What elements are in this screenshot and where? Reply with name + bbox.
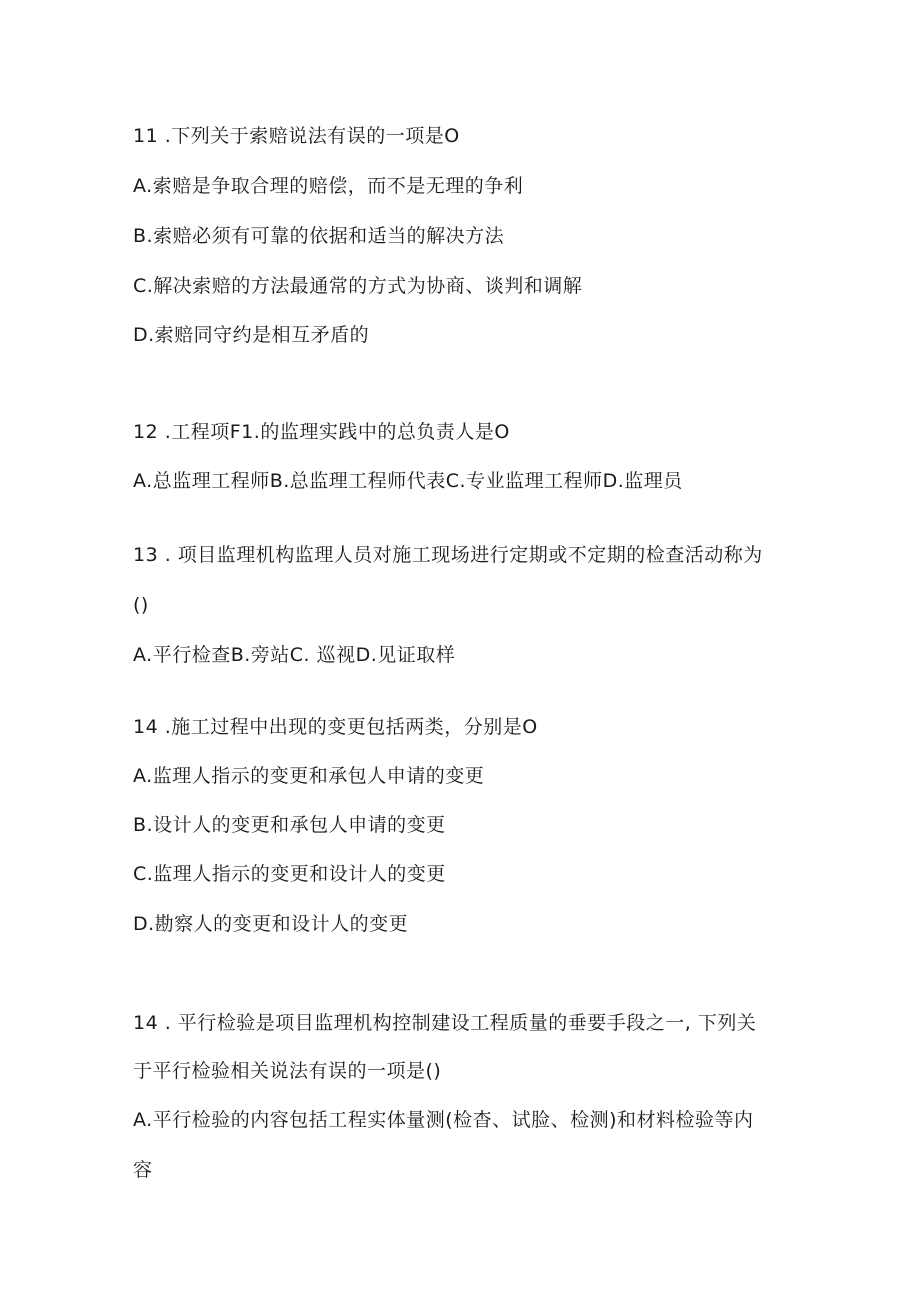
question-13-options: A.平行检查B.旁站C. 巡视D.见证取样 bbox=[133, 644, 456, 666]
question-11-option-c: C.解决索赔的方法最通常的方式为协商、谈判和调解 bbox=[133, 275, 583, 297]
question-12-stem: 12 .工程项F1.的监理实践中的总负责人是O bbox=[133, 421, 510, 443]
question-14-option-a: A.监理人指示的变更和承包人申请的变更 bbox=[133, 765, 485, 787]
question-11-stem: 11 .下列关于索赔说法有误的一项是O bbox=[133, 125, 460, 147]
question-13-stem-continued: () bbox=[133, 594, 149, 616]
question-14-option-d: D.勘察人的变更和设计人的变更 bbox=[133, 913, 409, 935]
question-14-stem: 14 .施工过程中出现的变更包括两类，分别是O bbox=[133, 716, 538, 738]
question-11-option-d: D.索赔同守约是相互矛盾的 bbox=[133, 324, 370, 346]
question-14b-stem-continued: 于平行检验相关说法有误的一项是() bbox=[133, 1060, 442, 1082]
question-11-option-a: A.索赔是争取合理的赔偿，而不是无理的争利 bbox=[133, 175, 524, 197]
question-14-option-c: C.监理人指示的变更和设计人的变更 bbox=[133, 863, 446, 885]
question-14b-option-a: A.平行检验的内容包括工程实体量测(检杳、试脸、检测)和材料检验等内 bbox=[133, 1109, 754, 1131]
question-14b-stem: 14 . 平行检验是项目监理机构控制建设工程质量的垂要手段之一, 下列关 bbox=[133, 1012, 757, 1034]
question-12-options: A.总监理工程师B.总监理工程师代表C.专业监理工程师D.监理员 bbox=[133, 470, 683, 492]
question-11-option-b: B.索赔必须有可靠的依据和适当的解决方法 bbox=[133, 225, 505, 247]
question-14-option-b: B.设计人的变更和承包人申请的变更 bbox=[133, 814, 446, 836]
question-13-stem: 13 . 项目监理机构监理人员对施工现场进行定期或不定期的检查活动称为 bbox=[133, 544, 763, 566]
question-14b-option-a-continued: 容 bbox=[133, 1159, 153, 1181]
